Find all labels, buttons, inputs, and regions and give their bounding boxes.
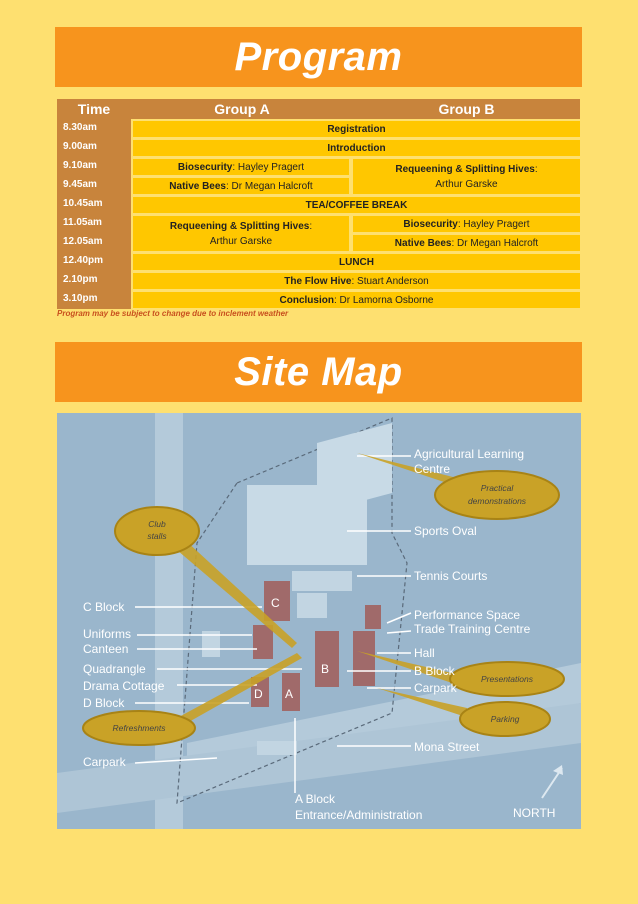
label-hall: Hall bbox=[414, 646, 435, 660]
building-performance bbox=[365, 605, 381, 629]
label-performance: Performance Space bbox=[414, 608, 521, 622]
label-a-block: A Block bbox=[295, 792, 336, 806]
header-time: Time bbox=[57, 99, 131, 119]
label-mona-street: Mona Street bbox=[414, 740, 480, 754]
program-table bbox=[57, 99, 580, 309]
time-slot: 9.45am bbox=[63, 179, 97, 190]
program-title: Program bbox=[234, 34, 403, 79]
label-tennis: Tennis Courts bbox=[414, 569, 488, 583]
building-b bbox=[315, 631, 339, 687]
time-slot: 2.10pm bbox=[63, 274, 98, 285]
time-slot: 9.10am bbox=[63, 160, 97, 171]
time-column bbox=[57, 119, 131, 309]
callout-practical-text-2: demonstrations bbox=[467, 496, 527, 506]
label-trade: Trade Training Centre bbox=[414, 622, 531, 636]
label-bldg-c: C bbox=[271, 596, 280, 610]
label-b-block: B Block bbox=[414, 664, 455, 678]
label-agricultural-2: Centre bbox=[414, 462, 451, 476]
callout-practical bbox=[435, 471, 559, 519]
callout-practical-text-1: Practical bbox=[480, 483, 514, 493]
label-canteen: Canteen bbox=[83, 642, 129, 656]
row-lunch: LUNCH bbox=[133, 254, 580, 270]
label-drama-cottage: Drama Cottage bbox=[83, 679, 165, 693]
callout-parking-text: Parking bbox=[490, 714, 520, 724]
time-slot: 10.45am bbox=[63, 198, 103, 209]
label-quadrangle: Quadrangle bbox=[83, 662, 146, 676]
session-b2: Biosecurity: Hayley Pragert bbox=[353, 216, 580, 232]
session-a1: Biosecurity: Hayley Pragert bbox=[133, 159, 349, 175]
session-b1: Requeening & Splitting Hives: Arthur Garske bbox=[353, 159, 580, 194]
callout-presentations-text: Presentations bbox=[481, 674, 533, 684]
label-d-block: D Block bbox=[83, 696, 125, 710]
building-hall bbox=[353, 631, 375, 686]
label-uniforms: Uniforms bbox=[83, 627, 132, 641]
time-slot: 12.05am bbox=[63, 236, 103, 247]
callout-club-text-1: Club bbox=[148, 519, 166, 529]
label-bldg-a: A bbox=[285, 687, 294, 701]
site-map-banner bbox=[55, 342, 582, 402]
session-a3: Requeening & Splitting Hives: Arthur Garske bbox=[133, 216, 349, 251]
time-slot: 12.40pm bbox=[63, 255, 104, 266]
label-bldg-b: B bbox=[321, 662, 330, 676]
row-introduction: Introduction bbox=[133, 140, 580, 156]
program-banner bbox=[55, 27, 582, 87]
row-tea-break: TEA/COFFEE BREAK bbox=[133, 197, 580, 213]
row-flow-hive: The Flow Hive: Stuart Anderson bbox=[133, 273, 580, 289]
callout-refreshments-text: Refreshments bbox=[112, 723, 166, 733]
label-carpark-left: Carpark bbox=[83, 755, 126, 769]
tennis-area bbox=[292, 571, 352, 591]
time-slot: 11.05am bbox=[63, 217, 102, 228]
header-group-a: Group A bbox=[131, 99, 353, 119]
row-conclusion: Conclusion: Dr Lamorna Osborne bbox=[133, 292, 580, 308]
building-south bbox=[257, 741, 297, 755]
callout-club-text-2: stalls bbox=[147, 531, 167, 541]
label-north: NORTH bbox=[513, 806, 556, 820]
time-slot: 8.30am bbox=[63, 122, 97, 133]
label-carpark-right: Carpark bbox=[414, 681, 457, 695]
time-slot: 9.00am bbox=[63, 141, 97, 152]
sports-oval-area bbox=[247, 485, 367, 565]
program-note: Program may be subject to change due to inclement weather bbox=[57, 309, 289, 318]
site-map bbox=[57, 413, 581, 829]
label-entrance: Entrance/Administration bbox=[295, 808, 423, 822]
site-map-title: Site Map bbox=[234, 349, 403, 394]
time-slot: 3.10pm bbox=[63, 293, 98, 304]
label-sports-oval: Sports Oval bbox=[414, 524, 477, 538]
court-area bbox=[297, 593, 327, 618]
session-b3: Native Bees: Dr Megan Halcroft bbox=[353, 235, 580, 251]
header-group-b: Group B bbox=[353, 99, 580, 119]
label-c-block: C Block bbox=[83, 600, 125, 614]
building-canteen bbox=[253, 625, 273, 659]
label-bldg-d: D bbox=[254, 687, 263, 701]
session-a2: Native Bees: Dr Megan Halcroft bbox=[133, 178, 349, 194]
row-registration: Registration bbox=[133, 121, 580, 137]
label-agricultural: Agricultural Learning bbox=[414, 447, 525, 461]
